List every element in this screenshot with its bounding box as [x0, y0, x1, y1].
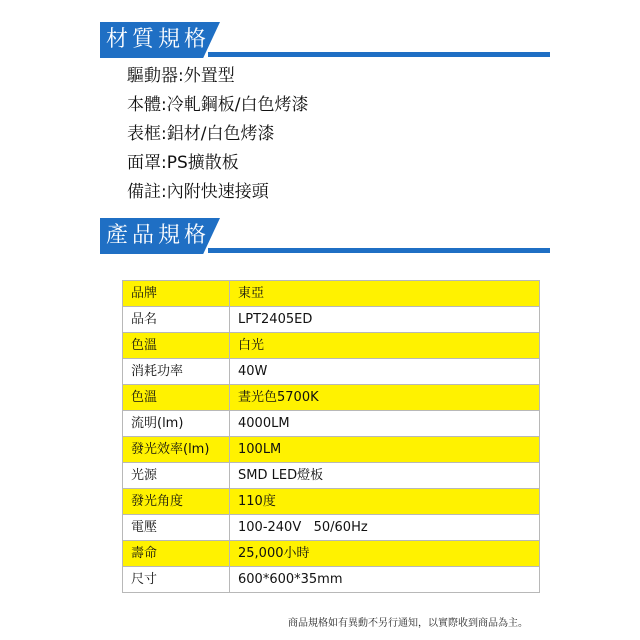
spec-key: 壽命	[123, 541, 230, 567]
table-row	[123, 541, 540, 567]
spec-key: 發光效率(lm)	[123, 437, 230, 463]
spec-key: 發光角度	[123, 489, 230, 515]
table-row	[123, 385, 540, 411]
spec-key: 品牌	[123, 281, 230, 307]
spec-key: 品名	[123, 307, 230, 333]
material-spec-list	[127, 62, 308, 207]
table-row	[123, 281, 540, 307]
material-header-rule	[208, 52, 550, 57]
table-row	[123, 333, 540, 359]
table-row	[123, 489, 540, 515]
spec-key: 流明(lm)	[123, 411, 230, 437]
spec-value: 東亞	[230, 281, 540, 307]
table-row	[123, 567, 540, 593]
spec-key: 光源	[123, 463, 230, 489]
spec-key: 消耗功率	[123, 359, 230, 385]
spec-value: 600*600*35mm	[230, 567, 540, 593]
spec-value: LPT2405ED	[230, 307, 540, 333]
spec-value: 白光	[230, 333, 540, 359]
table-row	[123, 359, 540, 385]
product-spec-table	[122, 280, 540, 593]
spec-line: 本體:冷軋鋼板/白色烤漆	[127, 95, 309, 115]
spec-value: 4000LM	[230, 411, 540, 437]
spec-value: 110度	[230, 489, 540, 515]
spec-key: 尺寸	[123, 567, 230, 593]
spec-value: 晝光色5700K	[230, 385, 540, 411]
product-header-rule	[208, 248, 550, 253]
product-section-title: 產品規格	[106, 223, 211, 248]
spec-line: 驅動器:外置型	[127, 66, 235, 86]
spec-value: 40W	[230, 359, 540, 385]
spec-line: 備註:內附快速接頭	[127, 182, 269, 202]
spec-value: 25,000小時	[230, 541, 540, 567]
table-row	[123, 307, 540, 333]
table-row	[123, 411, 540, 437]
material-section-title: 材質規格	[106, 27, 211, 52]
table-row	[123, 463, 540, 489]
table-row	[123, 437, 540, 463]
footnote: 商品規格如有異動不另行通知，以實際收到商品為主。	[288, 618, 528, 629]
spec-value: 100LM	[230, 437, 540, 463]
product-section-header	[100, 218, 550, 258]
spec-key: 電壓	[123, 515, 230, 541]
spec-value: 100-240V 50/60Hz	[230, 515, 540, 541]
table-row	[123, 515, 540, 541]
spec-key: 色溫	[123, 385, 230, 411]
spec-value: SMD LED燈板	[230, 463, 540, 489]
spec-key: 色溫	[123, 333, 230, 359]
spec-line: 表框:鋁材/白色烤漆	[127, 124, 275, 144]
material-section-header	[100, 22, 550, 62]
spec-line: 面罩:PS擴散板	[127, 153, 239, 173]
